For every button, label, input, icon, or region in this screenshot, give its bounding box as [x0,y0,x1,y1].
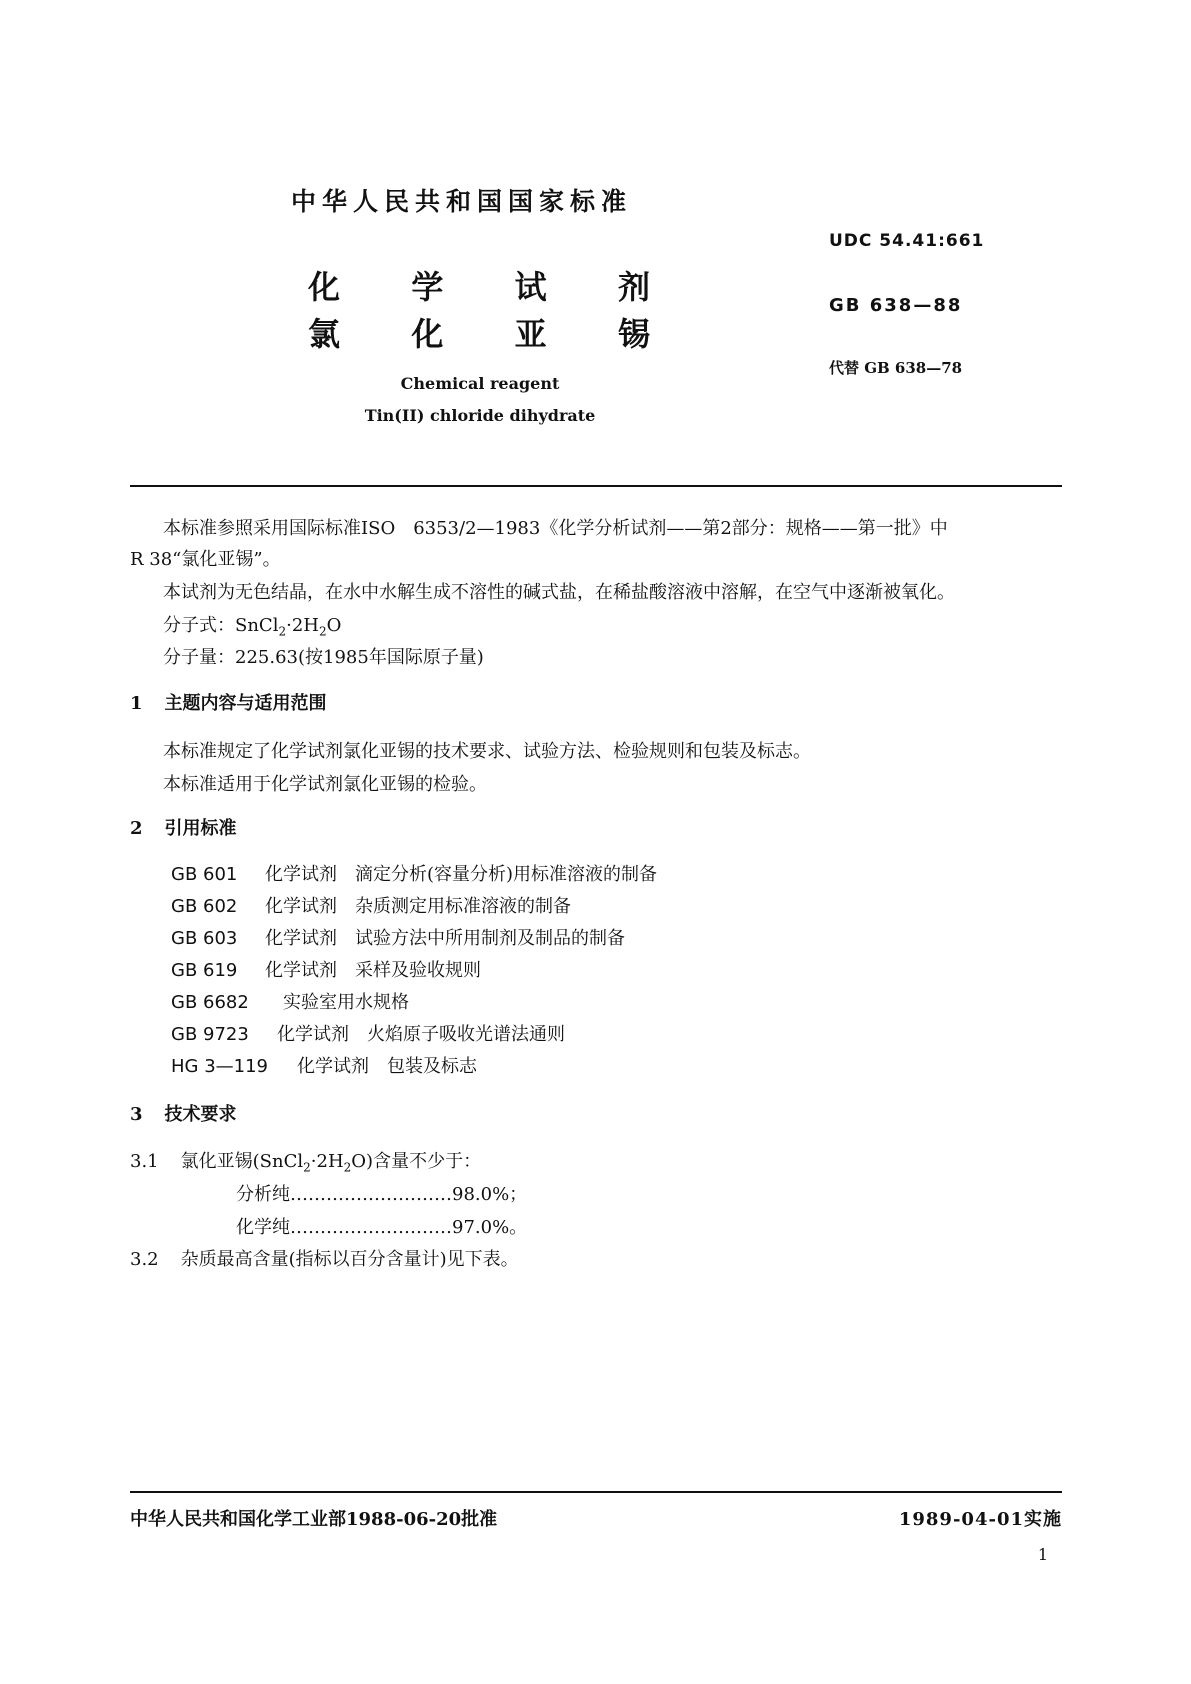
section-1-heading [130,689,327,715]
reference-title: 化学试剂 滴定分析(容量分析)用标准溶液的制备 [265,864,658,885]
grade-chemical: 化学纯………………………97.0%。 [236,1217,528,1238]
reference-row [171,988,409,1014]
item-text: 杂质最高含量(指标以百分含量计)见下表。 [180,1249,519,1270]
item-number: 3.1 [130,1151,159,1172]
footer-divider [130,1491,1062,1493]
formula-value: $SnCl_2\cdot 2H_2O$ [235,615,342,639]
title-char: 剂 [617,268,650,306]
formula-label: 分子式： [163,615,235,636]
title-char: 学 [411,268,444,306]
intro-paragraph-1-line-1: 本标准参照采用国际标准ISO 6353/2—1983《化学分析试剂——第2部分：规格——第一批》中 [163,518,948,539]
reference-title: 化学试剂 采样及验收规则 [265,960,481,981]
reference-row [171,1052,477,1078]
item-3-2 [130,1245,519,1271]
reference-title: 实验室用水规格 [283,992,409,1013]
reference-code: GB 603 [171,928,238,949]
section-title: 主题内容与适用范围 [164,693,327,714]
reference-title: 化学试剂 试验方法中所用制剂及制品的制备 [265,928,625,949]
reference-code: HG 3—119 [171,1056,269,1077]
reference-title: 化学试剂 火焰原子吸收光谱法通则 [277,1024,565,1045]
item-number: 3.2 [130,1249,159,1270]
reference-title: 化学试剂 杂质测定用标准溶液的制备 [265,896,571,917]
reference-code: GB 6682 [171,992,249,1013]
replaces-standard: 代替 GB 638—78 [829,359,963,377]
english-title-line-2: Tin(II) chloride dihydrate [364,406,596,425]
reference-row [171,1020,565,1046]
page-number: 1 [1037,1545,1048,1564]
reference-code: GB 602 [171,896,238,917]
title-line-1 [304,262,654,308]
effective-date: 1989-04-01实施 [898,1509,1062,1530]
section-number: 3 [130,1104,143,1125]
reference-row [171,924,625,950]
item-formula: $SnCl_2\cdot 2H_2O$ [259,1151,367,1175]
intro-paragraph-2: 本试剂为无色结晶，在水中水解生成不溶性的碱式盐，在稀盐酸溶液中溶解，在空气中逐渐被氧化。 [163,582,955,603]
title-char: 化 [307,268,340,306]
item-text-prefix: 氯化亚锡( [180,1151,260,1172]
title-char: 锡 [617,315,650,353]
section-2-heading [130,814,237,840]
udc-code: UDC 54.41:661 [829,231,985,251]
reference-code: GB 9723 [171,1024,249,1045]
grade-analytical: 分析纯………………………98.0%； [236,1184,528,1205]
section-1-paragraph-2: 本标准适用于化学试剂氯化亚锡的检验。 [163,774,487,795]
standard-number: GB 638—88 [829,295,963,316]
title-char: 亚 [514,315,547,353]
reference-code: GB 619 [171,960,238,981]
molecular-formula [163,611,341,639]
reference-code: GB 601 [171,864,238,885]
title-char: 试 [514,268,547,306]
reference-row [171,956,481,982]
approval-date: 中华人民共和国化学工业部1988-06-20批准 [130,1509,498,1530]
header-divider [130,485,1062,487]
section-1-paragraph-1: 本标准规定了化学试剂氯化亚锡的技术要求、试验方法、检验规则和包装及标志。 [163,741,811,762]
item-3-1 [130,1147,481,1175]
section-3-heading [130,1100,237,1126]
reference-row [171,860,657,886]
section-number: 1 [130,693,143,714]
section-title: 引用标准 [164,818,237,839]
reference-title: 化学试剂 包装及标志 [297,1056,477,1077]
section-title: 技术要求 [164,1104,237,1125]
item-text-suffix: )含量不少于： [366,1151,482,1172]
national-standard-heading: 中华人民共和国国家标准 [291,187,633,216]
english-title-line-1: Chemical reagent [400,374,560,393]
section-number: 2 [130,818,143,839]
title-char: 化 [411,315,444,353]
title-char: 氯 [307,315,340,353]
molecular-mass: 分子量：225.63(按1985年国际原子量) [163,647,484,668]
title-line-2 [304,309,654,355]
reference-row [171,892,571,918]
intro-paragraph-1-line-2: R 38“氯化亚锡”。 [130,549,281,570]
